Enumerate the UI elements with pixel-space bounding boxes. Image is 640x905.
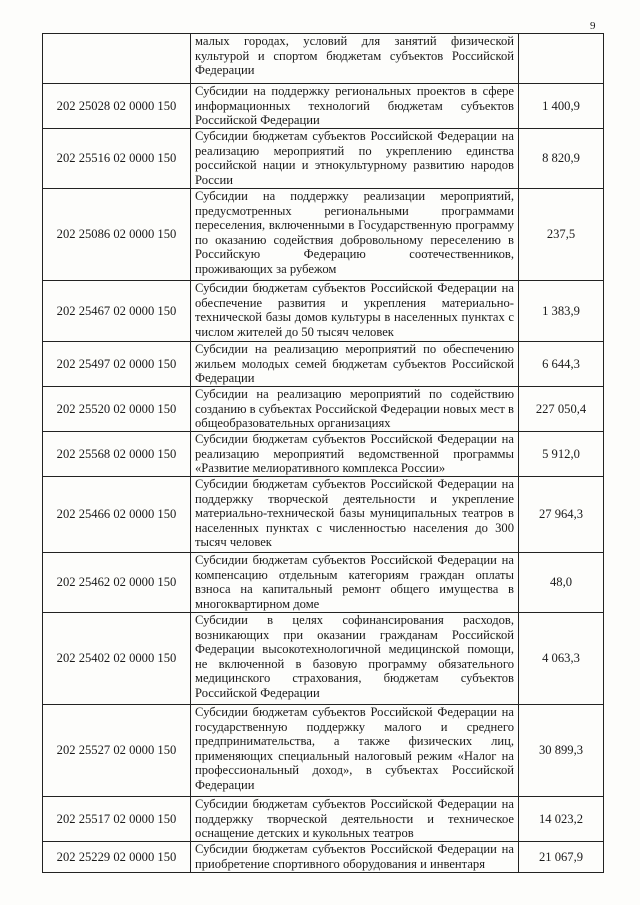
subsidy-description: Субсидии бюджетам субъектов Российской Федерации на государственную поддержку малого и среднего предпринимательства, а также физических лиц, применяющих специальный налоговый режим «Налог на профессиональный доход», в субъектах Российской Федерации xyxy=(191,705,519,797)
budget-code: 202 25497 02 0000 150 xyxy=(43,342,191,387)
table-row xyxy=(43,553,604,613)
budget-code: 202 25466 02 0000 150 xyxy=(43,477,191,553)
table-row xyxy=(43,387,604,432)
amount: 30 899,3 xyxy=(519,705,604,797)
subsidy-description: Субсидии бюджетам субъектов Российской Федерации на обеспечение развития и укрепления материально-технической базы домов культуры в населенных пунктах с числом жителей до 50 тысяч человек xyxy=(191,281,519,342)
budget-code: 202 25028 02 0000 150 xyxy=(43,84,191,129)
subsidy-description: Субсидии бюджетам субъектов Российской Федерации на поддержку творческой деятельности и укрепление материально-технической базы муниципальных театров в населенных пунктах с численностью населения до 300 тысяч человек xyxy=(191,477,519,553)
amount: 27 964,3 xyxy=(519,477,604,553)
amount: 5 912,0 xyxy=(519,432,604,477)
budget-code: 202 25527 02 0000 150 xyxy=(43,705,191,797)
table-row xyxy=(43,34,604,84)
subsidy-description: малых городах, условий для занятий физической культурой и спортом бюджетам субъектов Российской Федерации xyxy=(191,34,519,84)
budget-code: 202 25568 02 0000 150 xyxy=(43,432,191,477)
subsidy-description: Субсидии бюджетам субъектов Российской Федерации на компенсацию отдельным категориям граждан оплаты взноса на капитальный ремонт общего имущества в многоквартирном доме xyxy=(191,553,519,613)
amount: 227 050,4 xyxy=(519,387,604,432)
table-row xyxy=(43,842,604,873)
subsidy-description: Субсидии в целях софинансирования расходов, возникающих при оказании гражданам Российской Федерации высокотехнологичной медицинской помощи, не включенной в базовую программу обязательного медицинского страхования, бюджетам субъектов Российской Федерации xyxy=(191,613,519,705)
budget-table xyxy=(42,33,604,873)
amount: 8 820,9 xyxy=(519,129,604,189)
table-row xyxy=(43,432,604,477)
table-row xyxy=(43,477,604,553)
budget-code: 202 25086 02 0000 150 xyxy=(43,189,191,281)
subsidy-description: Субсидии на поддержку региональных проектов в сфере информационных технологий бюджетам субъектов Российской Федерации xyxy=(191,84,519,129)
amount xyxy=(519,34,604,84)
table-row xyxy=(43,281,604,342)
subsidy-description: Субсидии бюджетам субъектов Российской Федерации на поддержку творческой деятельности и техническое оснащение детских и кукольных театров xyxy=(191,797,519,842)
amount: 48,0 xyxy=(519,553,604,613)
budget-code: 202 25402 02 0000 150 xyxy=(43,613,191,705)
amount: 6 644,3 xyxy=(519,342,604,387)
amount: 1 383,9 xyxy=(519,281,604,342)
amount: 14 023,2 xyxy=(519,797,604,842)
table-row xyxy=(43,342,604,387)
budget-code: 202 25516 02 0000 150 xyxy=(43,129,191,189)
subsidy-description: Субсидии бюджетам субъектов Российской Федерации на приобретение спортивного оборудования и инвентаря xyxy=(191,842,519,873)
page-number: 9 xyxy=(590,20,596,32)
table-row xyxy=(43,797,604,842)
table-row xyxy=(43,189,604,281)
amount: 1 400,9 xyxy=(519,84,604,129)
budget-code: 202 25517 02 0000 150 xyxy=(43,797,191,842)
subsidy-description: Субсидии на реализацию мероприятий по содействию созданию в субъектах Российской Федерации новых мест в общеобразовательных организациях xyxy=(191,387,519,432)
table-row xyxy=(43,613,604,705)
subsidy-description: Субсидии бюджетам субъектов Российской Федерации на реализацию мероприятий ведомственной программы «Развитие мелиоративного комплекса России» xyxy=(191,432,519,477)
amount: 4 063,3 xyxy=(519,613,604,705)
table-row xyxy=(43,705,604,797)
budget-code: 202 25229 02 0000 150 xyxy=(43,842,191,873)
amount: 21 067,9 xyxy=(519,842,604,873)
subsidy-description: Субсидии бюджетам субъектов Российской Федерации на реализацию мероприятий по укреплению единства российской нации и этнокультурному развитию народов России xyxy=(191,129,519,189)
subsidy-description: Субсидии на реализацию мероприятий по обеспечению жильем молодых семей бюджетам субъектов Российской Федерации xyxy=(191,342,519,387)
table-row xyxy=(43,84,604,129)
amount: 237,5 xyxy=(519,189,604,281)
budget-code: 202 25467 02 0000 150 xyxy=(43,281,191,342)
subsidy-description: Субсидии на поддержку реализации мероприятий, предусмотренных региональными программами переселения, включенными в Государственную программу по оказанию содействия добровольному переселению в Российскую Федерацию соотечественников, проживающих за рубежом xyxy=(191,189,519,281)
budget-code: 202 25520 02 0000 150 xyxy=(43,387,191,432)
budget-code: 202 25462 02 0000 150 xyxy=(43,553,191,613)
table-row xyxy=(43,129,604,189)
budget-code xyxy=(43,34,191,84)
